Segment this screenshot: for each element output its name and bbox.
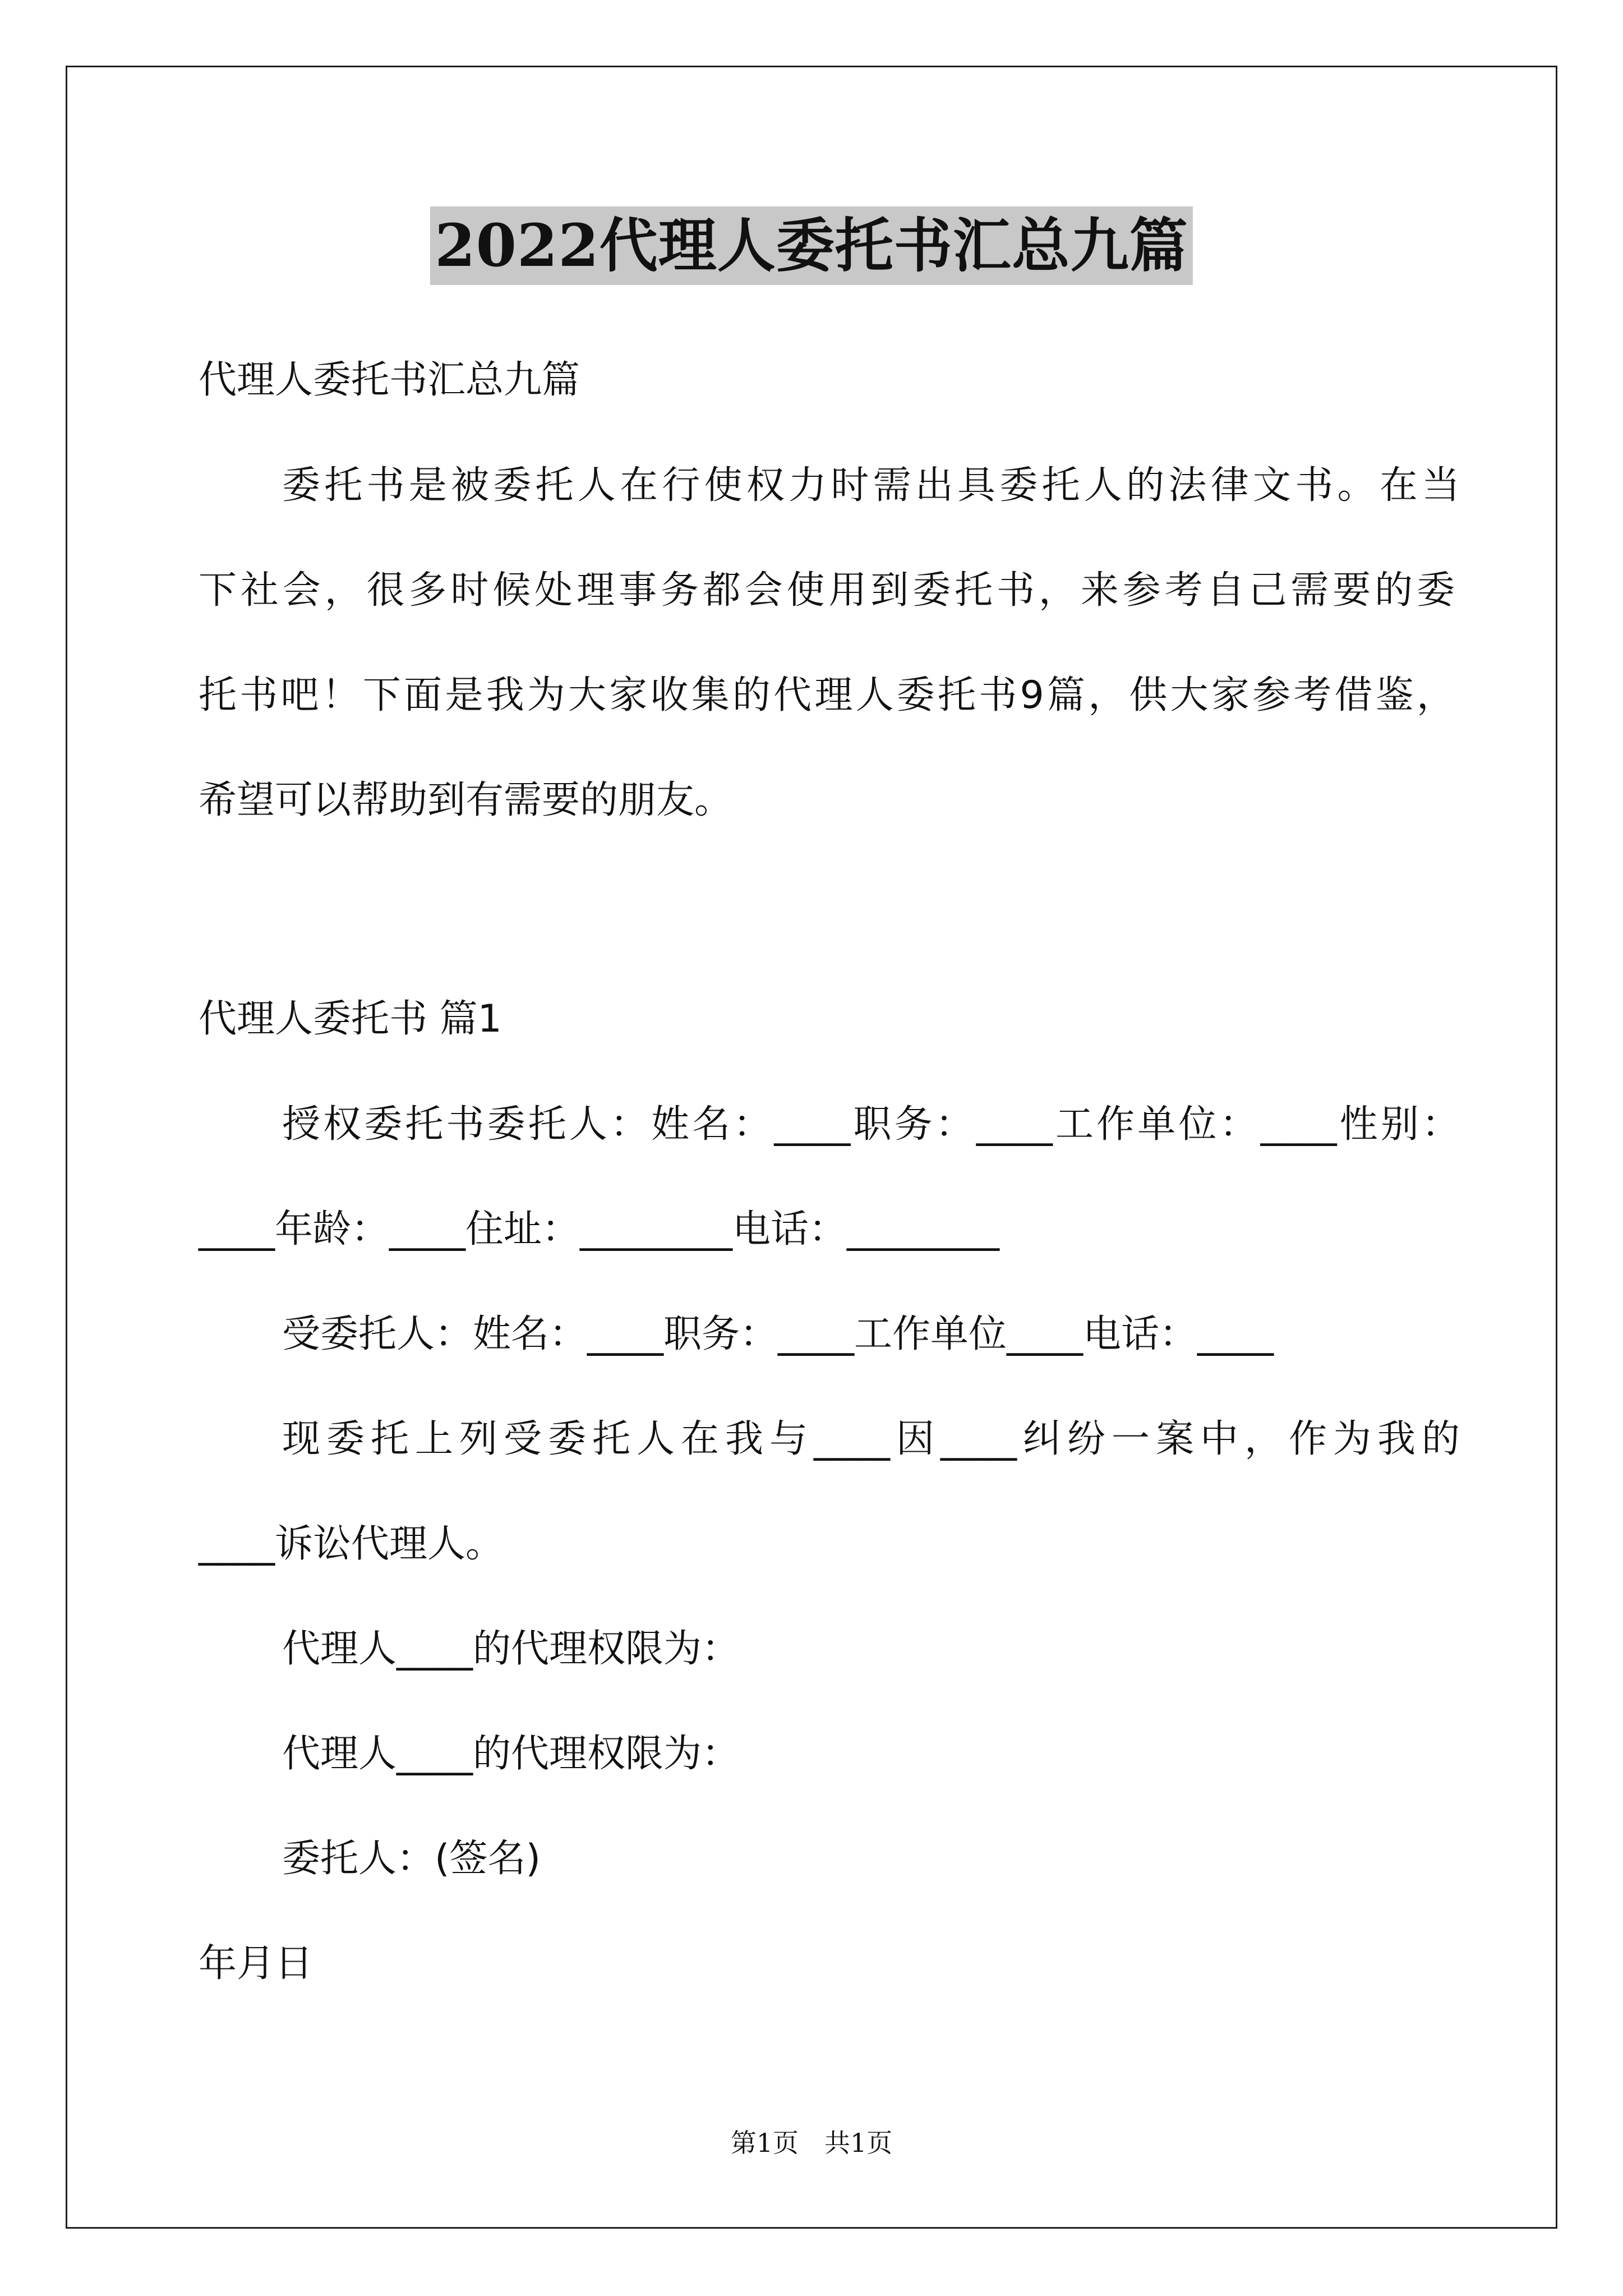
- body-line-6: 代理人____的代理权限为：: [282, 1627, 740, 1671]
- document-title-text: 2022代理人委托书汇总九篇: [430, 206, 1192, 285]
- body-line-9: 年月日: [199, 1941, 313, 1986]
- document-title: [0, 206, 1623, 285]
- body-line-3: 受委托人：姓名：____职务：____工作单位____电话：____: [282, 1312, 1274, 1356]
- section-heading: 代理人委托书 篇1: [199, 997, 502, 1041]
- intro-line-4: 希望可以帮助到有需要的朋友。: [199, 778, 733, 822]
- intro-line-1: 委托书是被委托人在行使权力时需出具委托人的法律文书。在当: [282, 463, 1460, 508]
- intro-line-3: 托书吧！下面是我为大家收集的代理人委托书9篇，供大家参考借鉴，: [199, 673, 1455, 717]
- intro-line-2: 下社会，很多时候处理事务都会使用到委托书，来参考自己需要的委: [199, 568, 1455, 613]
- body-line-8: 委托人：(签名): [282, 1837, 541, 1881]
- body-line-7: 代理人____的代理权限为：: [282, 1732, 740, 1776]
- body-line-2: ____年龄：____住址：________电话：________: [199, 1207, 1000, 1251]
- body-line-5: ____诉讼代理人。: [199, 1522, 504, 1566]
- body-line-4: 现委托上列受委托人在我与____因____纠纷一案中，作为我的: [282, 1417, 1460, 1461]
- body-line-1: 授权委托书委托人：姓名：____职务：____工作单位：____性别：: [282, 1102, 1460, 1147]
- document-subtitle: 代理人委托书汇总九篇: [199, 358, 580, 402]
- page-footer: 第1页 共1页: [730, 2128, 893, 2158]
